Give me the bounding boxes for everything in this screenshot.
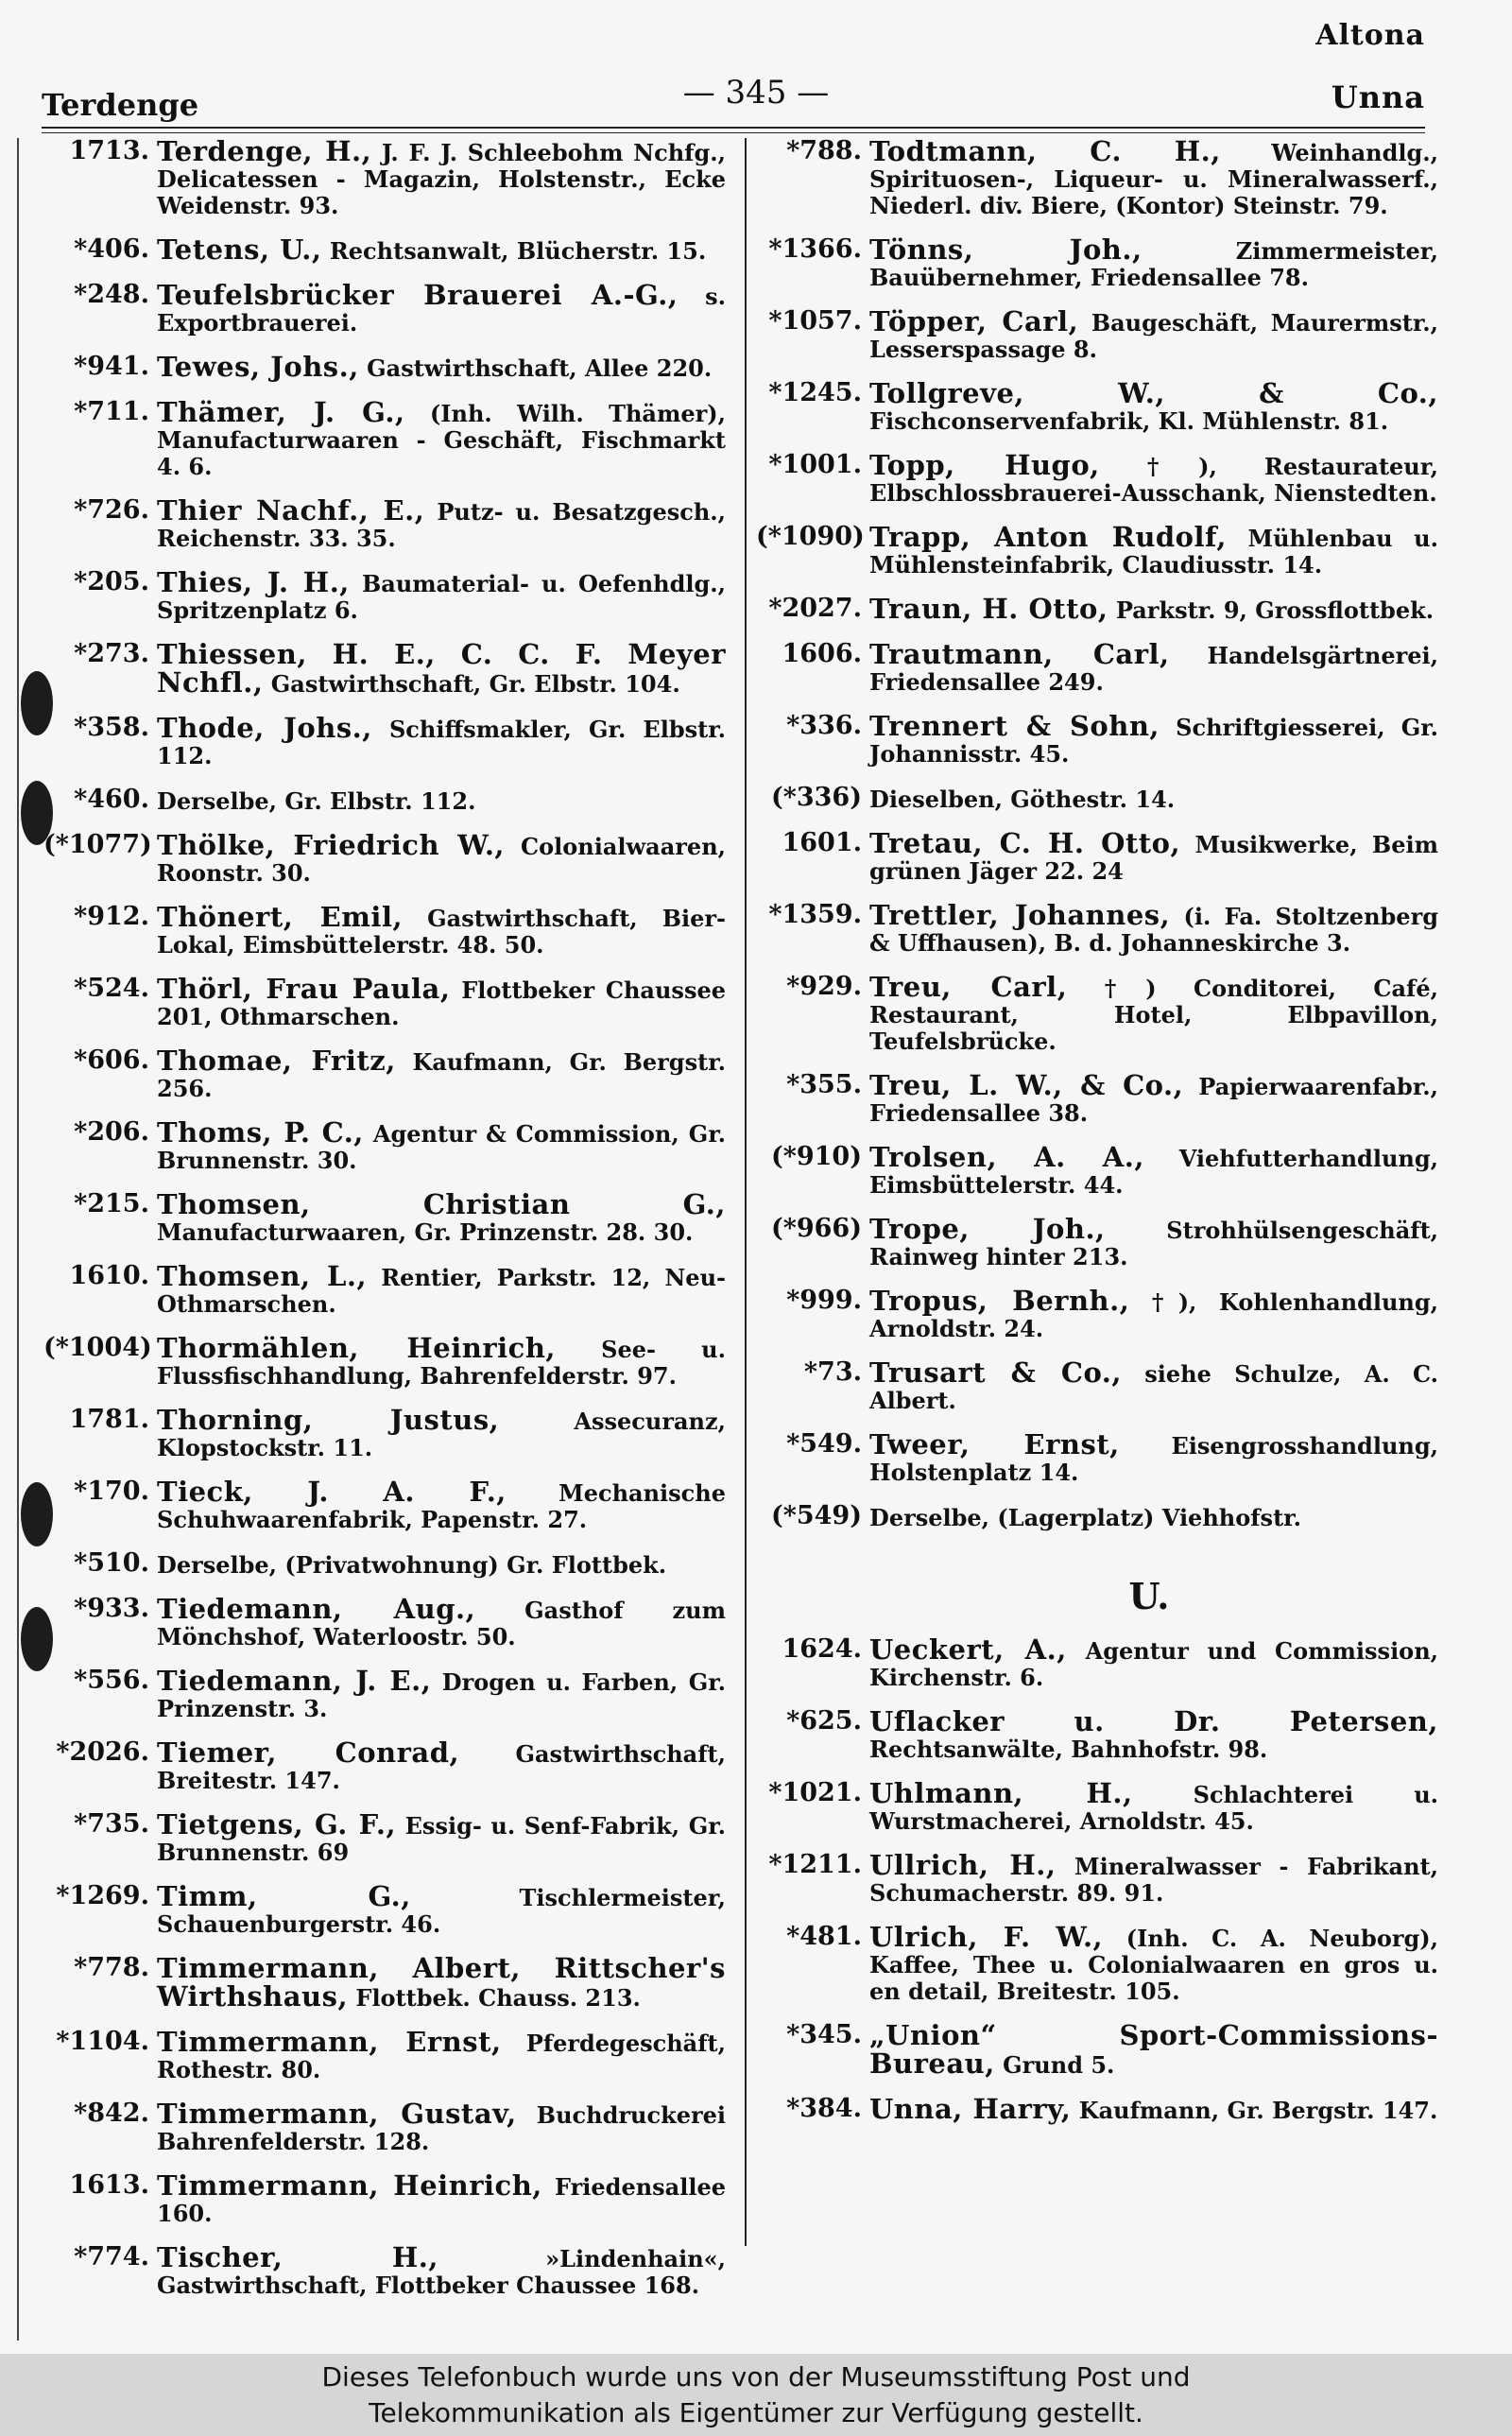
subscriber-name: Timmermann, Ernst, — [157, 2026, 502, 2058]
directory-entry — [43, 829, 726, 887]
subscriber-details: Mineralwasser - Fabrikant, Schumacherstr. 89. 91. — [869, 1853, 1438, 1907]
phone-number: *524. — [74, 974, 149, 1003]
directory-entry — [43, 712, 726, 769]
subscriber-name: Uflacker u. Dr. Petersen, — [869, 1705, 1438, 1737]
directory-entry — [756, 449, 1438, 507]
phone-number: *355. — [786, 1070, 862, 1099]
directory-entry — [43, 1880, 726, 1938]
phone-number: *735. — [74, 1809, 149, 1839]
directory-entry — [756, 785, 1438, 813]
subscriber-name: Trolsen, A. A., — [869, 1141, 1144, 1173]
phone-number: (*336) — [770, 783, 862, 812]
directory-entry — [43, 135, 727, 219]
subscriber-details: †), Restaurateur, Elbschlossbrauerei-Ausschank, Nienstedten. — [869, 453, 1438, 507]
right-column — [756, 135, 1439, 2141]
phone-number: *2026. — [56, 1737, 149, 1767]
section-letter: U. — [1128, 1575, 1170, 1617]
subscriber-name: Tiemer, Conrad, — [157, 1736, 460, 1769]
subscriber-details: Viehfutterhandlung, Eimsbüttelerstr. 44. — [869, 1145, 1438, 1199]
phone-number: *726. — [74, 495, 149, 525]
subscriber-details: (i. Fa. Stoltzenberg & Uffhausen), B. d. Johanneskirche 3. — [869, 903, 1438, 957]
footer-line-2: Telekommunikation als Eigentümer zur Verfügung gestellt. — [369, 2397, 1143, 2428]
phone-number: *1057. — [768, 306, 862, 336]
phone-number: *606. — [74, 1045, 149, 1075]
directory-entry — [43, 901, 727, 959]
directory-entry — [756, 1356, 1438, 1414]
subscriber-details: (Inh. C. A. Neuborg), Kaffee, Thee u. Colonialwaaren en gros u. en detail, Breitestr. 105. — [869, 1925, 1438, 2005]
subscriber-details: Derselbe, (Privatwohnung) Gr. Flottbek. — [157, 1551, 667, 1579]
phone-number: 1610. — [69, 1261, 149, 1290]
subscriber-details: Buchdruckerei Bahrenfelderstr. 128. — [157, 2101, 726, 2155]
subscriber-name: Terdenge, H., — [157, 135, 372, 167]
subscriber-name: Tiedemann, J. E., — [157, 1665, 432, 1697]
subscriber-name: Trennert & Sohn, — [869, 710, 1160, 742]
subscriber-details: Handelsgärtnerei, Friedensallee 249. — [869, 642, 1438, 696]
footer-notice — [0, 2354, 1512, 2436]
phone-number: *358. — [74, 713, 149, 742]
subscriber-details: Gastwirthschaft, Breitestr. 147. — [157, 1740, 726, 1794]
subscriber-details: Grund 5. — [994, 2051, 1115, 2079]
phone-number: *1359. — [768, 900, 862, 929]
phone-number: *460. — [74, 785, 149, 814]
directory-entry — [43, 2169, 726, 2227]
phone-number: *1211. — [768, 1850, 862, 1879]
phone-number: *170. — [74, 1477, 149, 1506]
subscriber-details: Rechtsanwalt, Blücherstr. 15. — [321, 237, 707, 265]
directory-entry — [43, 1478, 726, 1533]
column-divider — [745, 138, 747, 2246]
directory-entry — [756, 638, 1438, 696]
phone-number: *1104. — [56, 2027, 149, 2056]
directory-entry — [43, 638, 726, 699]
directory-entry — [43, 1952, 726, 2013]
phone-number: *510. — [74, 1548, 149, 1578]
directory-entry — [756, 1428, 1438, 1486]
subscriber-details: J. F. J. Schleebohm Nchfg., Delicatessen - Magazin, Holstenstr., Ecke Weidenstr. 93. — [157, 139, 727, 219]
subscriber-name: Timm, G., — [157, 1880, 411, 1912]
subscriber-details: Fischconservenfabrik, Kl. Mühlenstr. 81. — [869, 407, 1389, 435]
subscriber-name: Tietgens, G. F., — [157, 1808, 397, 1840]
header-left-keyword: Terdenge — [42, 87, 199, 123]
directory-entry — [756, 1921, 1438, 2005]
u-section-entries — [756, 1633, 1439, 2125]
directory-entry — [756, 899, 1438, 957]
phone-number: 1601. — [782, 828, 862, 857]
phone-number: *929. — [786, 972, 862, 1001]
phone-number: *215. — [74, 1189, 149, 1218]
subscriber-name: Thode, Johs., — [157, 712, 372, 744]
directory-entry — [43, 1808, 726, 1866]
directory-entry — [43, 1404, 726, 1461]
subscriber-details: Agentur und Commission, Kirchenstr. 6. — [869, 1637, 1438, 1691]
directory-entry — [43, 786, 726, 815]
directory-entry — [756, 971, 1438, 1055]
directory-entry — [43, 1047, 726, 1102]
subscriber-details: Schriftgiesserei, Gr. Johannisstr. 45. — [869, 714, 1438, 768]
directory-entry — [43, 1260, 726, 1318]
phone-number: *556. — [74, 1666, 149, 1695]
directory-entry — [756, 710, 1438, 768]
directory-entry — [756, 135, 1438, 219]
phone-number: *788. — [786, 136, 862, 165]
directory-entry — [756, 827, 1438, 885]
directory-entry — [43, 2100, 726, 2155]
phone-number: *778. — [74, 1953, 149, 1982]
subscriber-details: Rentier, Parkstr. 12, Neu-Othmarschen. — [157, 1264, 726, 1318]
subscriber-name: Uhlmann, H., — [869, 1777, 1133, 1809]
phone-number: *481. — [786, 1922, 862, 1951]
directory-entry — [43, 1332, 726, 1390]
subscriber-name: Thörl, Frau Paula, — [157, 973, 451, 1005]
phone-number: (*910) — [770, 1142, 862, 1171]
phone-number: 1713. — [69, 136, 149, 165]
phone-number: 1606. — [782, 639, 862, 668]
subscriber-name: Thämer, J. G., — [157, 396, 405, 428]
subscriber-details: See- u. Flussfischhandlung, Bahrenfelderstr. 97. — [157, 1336, 726, 1390]
right-column-entries — [756, 135, 1439, 1531]
subscriber-name: Thomae, Fritz, — [157, 1045, 396, 1077]
subscriber-details: Zimmermeister, Bauübernehmer, Friedensallee 78. — [869, 237, 1438, 291]
subscriber-details: Assecuranz, Klopstockstr. 11. — [157, 1408, 726, 1461]
subscriber-name: Tischer, H., — [157, 2241, 438, 2273]
directory-entry — [756, 2093, 1438, 2125]
phone-number: *1001. — [768, 450, 862, 479]
subscriber-name: Timmermann, Gustav, — [157, 2098, 517, 2130]
subscriber-name: Trettler, Johannes, — [869, 899, 1171, 931]
page-number: — 345 — — [682, 74, 830, 112]
directory-entry — [756, 1213, 1439, 1270]
subscriber-name: „Union“ Sport-Commissions-Bureau, — [869, 2019, 1438, 2080]
subscriber-name: Timmermann, Albert, Rittscher's Wirthshaus, — [157, 1952, 726, 2013]
subscriber-name: Thormählen, Heinrich, — [157, 1332, 556, 1364]
directory-entry — [43, 494, 726, 552]
subscriber-name: Thoms, P. C., — [157, 1116, 364, 1149]
directory-entry — [756, 1287, 1438, 1342]
subscriber-details: Baugeschäft, Maurermstr., Lesserspassage 8. — [869, 309, 1438, 363]
subscriber-details: Rechtsanwälte, Bahnhofstr. 98. — [869, 1736, 1268, 1763]
subscriber-details: Tischlermeister, Schauenburgerstr. 46. — [157, 1884, 726, 1938]
phone-number: *912. — [74, 902, 149, 931]
subscriber-name: Tollgreve, W., & Co., — [869, 377, 1438, 409]
header-rule — [42, 127, 1425, 129]
directory-entry — [43, 1116, 726, 1174]
subscriber-name: Ueckert, A., — [869, 1633, 1067, 1666]
left-column — [43, 135, 727, 2316]
phone-number: (*1090) — [756, 522, 865, 551]
subscriber-details: Flottbek. Chauss. 213. — [348, 1984, 641, 2012]
directory-entry — [43, 1593, 727, 1650]
subscriber-details: Putz- u. Besatzgesch., Reichenstr. 33. 35. — [157, 498, 726, 552]
directory-entry — [756, 377, 1438, 435]
subscriber-details: Mechanische Schuhwaarenfabrik, Papenstr. 27. — [157, 1479, 726, 1533]
phone-number: *205. — [74, 567, 149, 596]
header-right-keyword: Unna — [1331, 79, 1425, 115]
subscriber-details: Strohhülsengeschäft, Rainweg hinter 213. — [869, 1217, 1439, 1270]
directory-entry — [43, 2026, 726, 2083]
subscriber-details: Manufacturwaaren, Gr. Prinzenstr. 28. 30. — [157, 1218, 694, 1246]
subscriber-name: Tieck, J. A. F., — [157, 1476, 507, 1508]
subscriber-details: Colonialwaaren, Roonstr. 30. — [157, 833, 726, 887]
subscriber-details: Gastwirthschaft, Gr. Elbstr. 104. — [263, 670, 680, 698]
subscriber-details: †) Conditorei, Café, Restaurant, Hotel, Elbpavillon, Teufelsbrücke. — [869, 975, 1438, 1055]
subscriber-name: Thölke, Friedrich W., — [157, 829, 506, 861]
phone-number: *1021. — [768, 1778, 862, 1807]
subscriber-name: Ulrich, F. W., — [869, 1921, 1104, 1953]
subscriber-name: Topp, Hugo, — [869, 449, 1100, 481]
subscriber-details: Gasthof zum Mönchshof, Waterloostr. 50. — [157, 1597, 727, 1650]
subscriber-details: Schlachterei u. Wurstmacherei, Arnoldstr. 45. — [869, 1781, 1439, 1835]
directory-entry — [43, 351, 726, 383]
phone-number: *1269. — [56, 1881, 149, 1910]
phone-number: *73. — [803, 1357, 862, 1387]
subscriber-name: Trusart & Co., — [869, 1356, 1122, 1389]
directory-entry — [756, 233, 1438, 291]
directory-entry — [43, 2241, 726, 2299]
subscriber-name: Trautmann, Carl, — [869, 638, 1170, 670]
subscriber-details: Schiffsmakler, Gr. Elbstr. 112. — [157, 716, 726, 769]
subscriber-name: Teufelsbrücker Brauerei A.-G., — [157, 279, 679, 311]
subscriber-name: Tetens, U., — [157, 233, 322, 266]
directory-entry — [756, 1705, 1438, 1763]
subscriber-details: Dieselben, Göthestr. 14. — [869, 786, 1176, 813]
subscriber-details: Derselbe, (Lagerplatz) Viehhofstr. — [869, 1504, 1301, 1531]
subscriber-details: Baumaterial- u. Oefenhdlg., Spritzenplatz 6. — [157, 570, 727, 624]
subscriber-name: Timmermann, Heinrich, — [157, 2169, 542, 2202]
directory-entry — [43, 1188, 726, 1246]
directory-entry — [43, 396, 726, 480]
directory-entry — [756, 521, 1438, 579]
phone-number: *774. — [74, 2242, 149, 2272]
subscriber-name: Thomsen, L., — [157, 1260, 368, 1292]
directory-entry — [756, 1503, 1438, 1531]
directory-entry — [43, 1550, 726, 1579]
subscriber-name: Thönert, Emil, — [157, 901, 404, 933]
header-city: Altona — [1315, 19, 1425, 52]
subscriber-details: siehe Schulze, A. C. Albert. — [869, 1360, 1438, 1414]
subscriber-details: Eisengrosshandlung, Holstenplatz 14. — [869, 1432, 1438, 1486]
phone-number: *2027. — [768, 594, 862, 623]
phone-number: (*1077) — [43, 830, 152, 859]
subscriber-details: »Lindenhain«, Gastwirthschaft, Flottbeker Chaussee 168. — [157, 2245, 726, 2299]
subscriber-name: Treu, L. W., & Co., — [869, 1069, 1184, 1101]
subscriber-details: Gastwirthschaft, Bier-Lokal, Eimsbüttelerstr. 48. 50. — [157, 905, 727, 959]
phone-number: *406. — [74, 234, 149, 264]
subscriber-details: Agentur & Commission, Gr. Brunnenstr. 30. — [157, 1120, 726, 1174]
binding-edge — [17, 138, 19, 2341]
subscriber-name: Tweer, Ernst, — [869, 1428, 1120, 1460]
phone-number: 1781. — [69, 1405, 149, 1434]
phone-number: *206. — [74, 1117, 149, 1147]
phone-number: *1245. — [768, 378, 862, 407]
subscriber-name: Thies, J. H., — [157, 566, 350, 598]
directory-entry — [43, 1667, 726, 1722]
subscriber-name: Unna, Harry, — [869, 2093, 1072, 2125]
phone-number: (*549) — [770, 1501, 862, 1530]
footer-line-1: Dieses Telefonbuch wurde uns von der Museumsstiftung Post und — [321, 2361, 1191, 2393]
subscriber-details: Derselbe, Gr. Elbstr. 112. — [157, 787, 476, 815]
subscriber-details: Friedensallee 160. — [157, 2173, 726, 2227]
phone-number: *384. — [786, 2094, 862, 2123]
phone-number: *273. — [74, 639, 149, 668]
phone-number: *625. — [786, 1706, 862, 1736]
directory-entry — [756, 1141, 1438, 1199]
subscriber-details: Musikwerke, Beim grünen Jäger 22. 24 — [869, 831, 1438, 885]
directory-entry — [43, 233, 726, 266]
phone-number: *1366. — [768, 234, 862, 264]
phone-number: (*1004) — [43, 1333, 152, 1362]
subscriber-details: Flottbeker Chaussee 201, Othmarschen. — [157, 976, 726, 1030]
subscriber-details: Papierwaarenfabr., Friedensallee 38. — [869, 1073, 1438, 1127]
directory-entry — [756, 1849, 1438, 1907]
phone-number: *711. — [74, 397, 149, 426]
directory-entry — [43, 973, 726, 1030]
directory-entry — [43, 279, 726, 337]
subscriber-details: s. Exportbrauerei. — [157, 283, 726, 337]
subscriber-name: Treu, Carl, — [869, 971, 1068, 1003]
subscriber-details: Mühlenbau u. Mühlensteinfabrik, Claudiusstr. 14. — [869, 525, 1438, 579]
phone-number: *941. — [74, 352, 149, 381]
directory-entry — [43, 566, 727, 624]
directory-entry — [756, 2019, 1438, 2080]
subscriber-details: †), Kohlenhandlung, Arnoldstr. 24. — [869, 1288, 1438, 1342]
directory-entry — [756, 1069, 1438, 1127]
directory-entry — [756, 1777, 1439, 1835]
subscriber-name: Todtmann, C. H., — [869, 135, 1221, 167]
phone-number: *345. — [786, 2020, 862, 2049]
phone-number: *842. — [74, 2099, 149, 2128]
directory-entry — [43, 1736, 726, 1794]
subscriber-details: Kaufmann, Gr. Bergstr. 147. — [1071, 2097, 1438, 2124]
subscriber-details: Kaufmann, Gr. Bergstr. 256. — [157, 1048, 726, 1102]
subscriber-name: Ullrich, H., — [869, 1849, 1057, 1881]
subscriber-details: Gastwirthschaft, Allee 220. — [358, 354, 713, 382]
subscriber-name: Tropus, Bernh., — [869, 1285, 1130, 1317]
subscriber-name: Traun, H. Otto, — [869, 593, 1108, 625]
subscriber-name: Tewes, Johs., — [157, 351, 359, 383]
directory-entry — [756, 305, 1438, 363]
directory-entry — [756, 1633, 1438, 1691]
phone-number: 1613. — [69, 2170, 149, 2200]
subscriber-name: Thier Nachf., E., — [157, 494, 425, 527]
phone-number: *248. — [74, 280, 149, 309]
subscriber-details: Drogen u. Farben, Gr. Prinzenstr. 3. — [157, 1668, 726, 1722]
phone-number: *336. — [786, 711, 862, 740]
phone-number: *549. — [786, 1429, 862, 1459]
subscriber-name: Thiessen, H. E., C. C. F. Meyer Nchfl., — [157, 638, 726, 699]
subscriber-name: Trapp, Anton Rudolf, — [869, 521, 1227, 553]
subscriber-details: Essig- u. Senf-Fabrik, Gr. Brunnenstr. 69 — [157, 1812, 726, 1866]
subscriber-name: Thorning, Justus, — [157, 1404, 500, 1436]
directory-entry — [756, 593, 1438, 625]
subscriber-name: Trope, Joh., — [869, 1213, 1106, 1245]
subscriber-name: Töpper, Carl, — [869, 305, 1079, 337]
subscriber-details: Weinhandlg., Spirituosen-, Liqueur- u. Mineralwasserf., Niederl. div. Biere, (Kontor) Steinstr. 79. — [869, 139, 1438, 219]
phone-number: 1624. — [782, 1634, 862, 1664]
subscriber-name: Tiedemann, Aug., — [157, 1593, 476, 1625]
subscriber-details: (Inh. Wilh. Thämer), Manufacturwaaren - Geschäft, Fischmarkt 4. 6. — [157, 400, 726, 480]
subscriber-details: Parkstr. 9, Grossflottbek. — [1108, 596, 1435, 624]
phone-number: *933. — [74, 1594, 149, 1623]
phone-number: (*966) — [770, 1214, 862, 1243]
subscriber-name: Tretau, C. H. Otto, — [869, 827, 1181, 859]
subscriber-name: Tönns, Joh., — [869, 233, 1143, 266]
subscriber-details: Pferdegeschäft, Rothestr. 80. — [157, 2030, 726, 2083]
subscriber-name: Thomsen, Christian G., — [157, 1188, 726, 1220]
phone-number: *999. — [786, 1286, 862, 1315]
header-rule-thin — [42, 132, 1425, 133]
